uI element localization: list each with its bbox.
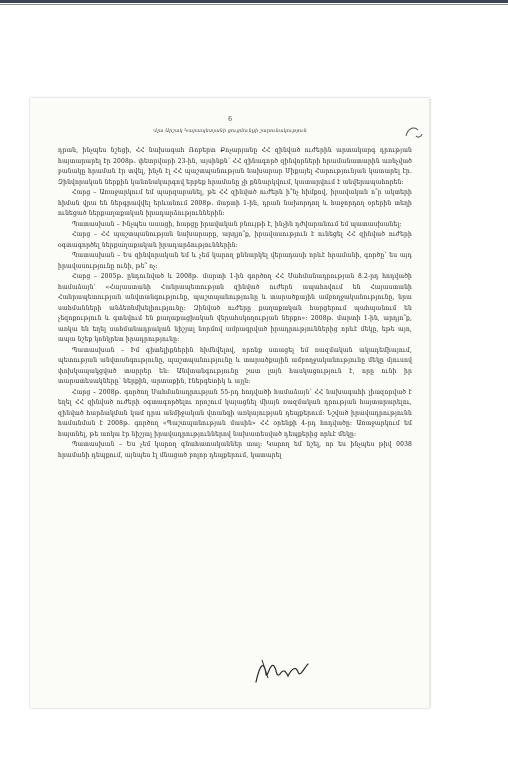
handwritten-mark-icon: [402, 122, 424, 144]
paragraph: Հարց – 2008թ. գործող Սահմանադրության 55-րդ հոդվածի համաձայն՝ ՀՀ նախագահի լիազորված է եղել ՀՀ զինված ուժերի օգտագործելու որոշում կայացնել միայն ռազմական դրության հայտարարելու, զինված հարձակման կամ դրա անմիջական վտանգի առկայության դեպքերում: Նշված իրավադրությունն համանման է 2008թ. գործող «Պաշտպանության մասին» ՀՀ օրենքի 4-րդ հոդվածը: Առաջարկում եմ հայտնել, թե առկա էր նիշյալ իրավադրություններով նախատեսված դեպքերից որևէ մեկը:: [58, 388, 412, 438]
page-edge-shadow: [429, 98, 430, 708]
paragraph: Պատասխան – Ինչպես ասացի, հարցը իրավական բնույթի է, ինչին դժվարանում եմ պատասխանել:: [72, 220, 402, 228]
scanned-document-page: [30, 98, 430, 708]
paragraph: Հարց – ՀՀ պաշտպանության նախարարը, արդյո՞ք, իրավասություն է ունեցել ՀՀ զինված ուժերի օգտագործել ներքաղաքական իրադարձություններին:: [58, 231, 412, 249]
paragraph: Պատասխան – Ես չեմ կարող գնահատականներ տալ: Կարող եմ նշել, որ ես ինչպես թիվ 0038 հրամանի դեպքում, այնպես էլ մնացած բոլոր դեպքերում, կատարել: [58, 441, 412, 459]
page-number: 6: [228, 116, 232, 123]
paragraph: Պատասխան – Ես զինվորական եմ և չեմ կարող քննարկել վերադասի որևէ հրամանի, գործը՝ ես այդ իրավասությունը ունի, թե՞ ոչ:: [58, 252, 412, 270]
top-rule: [0, 0, 508, 3]
paragraph: Հարց – Առաջարկում եմ պարզաբանել, թե ՀՀ զինված ուժերն ի՞նչ հիմքով, իրավական ո՞ր ակտերի հիման վրա են ներգրավվել երևանում 2008թ. մարտի 1-ին, դրան նախորդող և հաջորդող օրերին տեղի ունեցած ներքաղաքական իրադարձություններին:: [58, 189, 412, 217]
paragraph: դրան, ինչպես նշեցի, ՀՀ նախագահ Ռոբերտ Քոչարյանը ՀՀ զինված ուժերին արտակարգ դրության հայտարարել էր 2008թ. փետրվարի 23-ին, այսինքն՝ ՀՀ զինագործ զինվորների հրամանատարին առնչված բանակը հրաման էր տվել, ինչն էլ ՀՀ պաշտպանության նախարար Միքայել Հարությունյան կատարել էր. Զինվորական ներքին կանոնակարգով երբեք հրամանը չի քննարկվում, կատարվում է անվերապահորեն:: [58, 147, 412, 186]
document-body: [58, 146, 412, 461]
paragraph: Պատասխան – Իմ գիտելիքներին հիմնվելով, որոնք ստացել եմ ռազմական ակադեմիայում, պետության անվտանգությունը, պաշտպանությունը և տարածքային ամբողջականությունը մեկը մյուսով փոխկապակցված տարրեր են: Անվտանգությունը շատ լայն հասկացություն է, որը ունի իր տարատեսակները՝ ներքին, արտաքին, էներգետիկ և այլն:: [58, 346, 412, 385]
handwritten-signature: [252, 654, 312, 688]
top-rule-thin: [0, 4, 508, 5]
paragraph: Հարց – 2005թ. ընդունված և 2008թ. մարտի 1-ին գործող ՀՀ Սահմանադրության 8.2-րդ հոդվածի համաձայն՝ «Հայաստանի Հանրապետության զինված ուժերն ապահովում են Հայաստանի Հանրապետության անվտանգությունը, պաշտպանությունը և տարածքային ամբողջականությունը, նրա սահմանների անձեռնմխելիությունը: Զինված ուժերը քաղաքական հարցերում պահպանում են չեզոքություն և գտնվում են քաղաքացիական վերահսկողության ներքո»: 2008թ. մարտի 1-ին, արդյո՞ք, առկա են եղել սահմանադրական նիշյալ նորմով ամրագրված իրադրություններից որևէ մեկը, եթե այո, ապա նշեք կոնկրետ իրադրությունը:: [58, 273, 412, 343]
running-head: Վլա Արշակ Կարապետյանի ցուցմունքի շարունակություն: [153, 128, 307, 134]
